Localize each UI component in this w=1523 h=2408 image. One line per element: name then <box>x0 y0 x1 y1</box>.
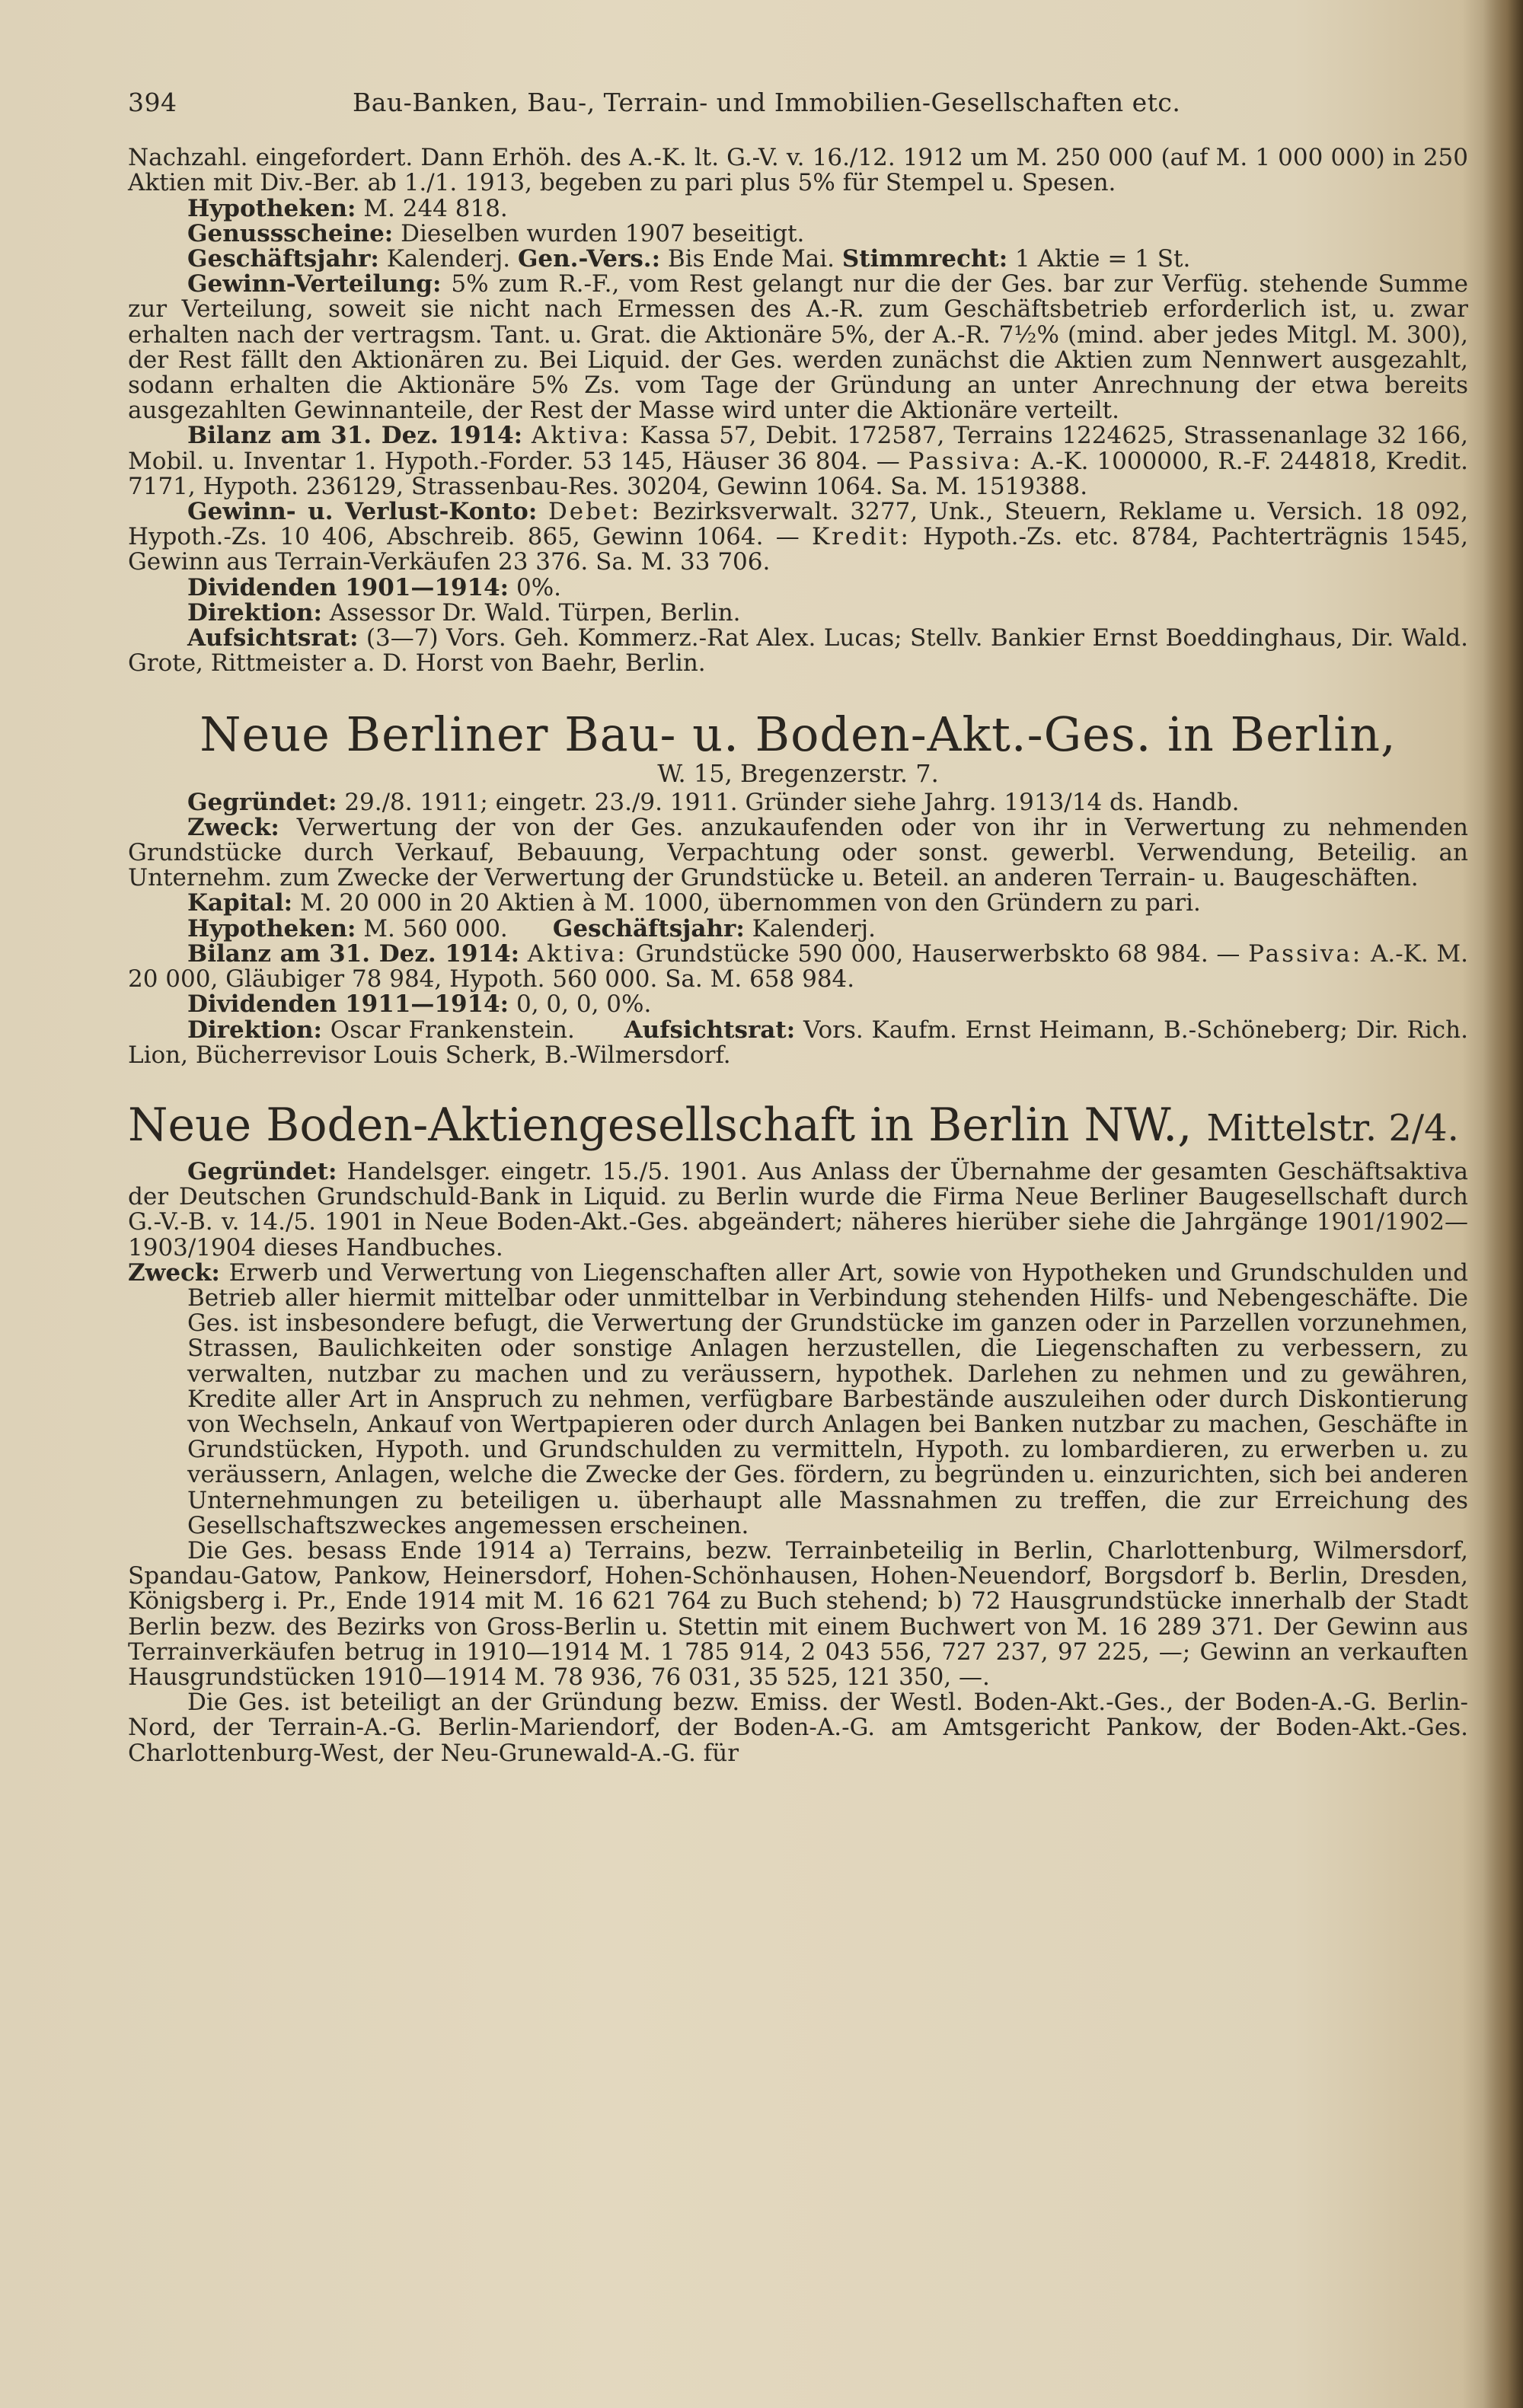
zweck-value: Erwerb und Verwertung von Liegenschaften aller Art, sowie von Hypotheken und Grundschulden und Betrieb aller hiermit mittelbar oder unmittelbar in Verbindung stehenden Hilfs- und Nebengeschäfte. Die Ges. ist insbesondere befugt, die Verwertung der Grundstücke im ganzen oder in Parzellen vorzunehmen, Strassen, Baulichkeiten oder sonstige Anlagen herzustellen, die Liegenschaften zu verbessern, zu verwalten, nutzbar zu machen und zu veräussern, hypothek. Darlehen zu nehmen und zu gewähren, Kredite aller Art in Anspruch zu nehmen, verfügbare Barbestände auszuleihen oder durch Diskontierung von Wechseln, Ankauf von Wertpapieren oder durch Anlagen bei Banken nutzbar zu machen, Geschäfte in Grundstücken, Hypoth. und Grundschulden zu vermitteln, Hypoth. zu lombardieren, zu erwerben u. zu veräussern, Anlagen, welche die Zwecke der Ges. fördern, zu begründen u. einzurichten, sich bei anderen Unternehmungen zu beteiligen u. überhaupt alle Massnahmen zu treffen, die zur Erreichung des Gesellschaftszweckes angemessen erscheinen. <box>187 1258 1469 1539</box>
hypotheken-line <box>128 914 1468 942</box>
bilanz-paragraph <box>128 939 1468 993</box>
company-title-address: Mittelstr. 2/4. <box>1206 1106 1459 1150</box>
page-content <box>128 90 1468 1766</box>
gegruendet-paragraph <box>128 1159 1468 1261</box>
company-title <box>128 1099 1468 1155</box>
bilanz-label: Bilanz am 31. Dez. 1914: <box>187 939 520 968</box>
direktion-value: Oscar Frankenstein. <box>330 1016 575 1044</box>
hypotheken-label: Hypotheken: <box>187 194 356 222</box>
aktiva-value: Kassa 57, Debit. 172587, Terrains 1224625, Strassenanlage 32 166, Mobil. u. Inventar 1. Hypoth.-Forder. 53 145, Häuser 36 804. — <box>128 422 1468 475</box>
direktion-label: Direktion: <box>187 1016 322 1044</box>
genussscheine-label: Genussscheine: <box>187 219 394 247</box>
company-entry-neue-berliner <box>128 708 1468 1067</box>
aufsichtsrat-label: Aufsichtsrat: <box>624 1016 796 1044</box>
direktion-aufsichtsrat-paragraph <box>128 1018 1468 1068</box>
geschaeftsjahr-value: Kalenderj. <box>752 914 876 942</box>
aufsichtsrat-value: Vors. Kaufm. Ernst Heimann, B.-Schöneberg; Dir. Rich. Lion, Bücherrevisor Louis Scherk, B.-Wilmersdorf. <box>128 1016 1468 1069</box>
zweck-value: Verwertung der von der Ges. anzukaufenden oder von ihr in Verwertung zu nehmenden Grundstücke durch Verkauf, Bebauung, Verpachtung oder sonst. gewerbl. Verwendung, Beteilig. an Unternehm. zum Zwecke der Verwertung der Grundstücke u. Beteil. an anderen Terrain- u. Baugeschäften. <box>128 813 1468 892</box>
capital-history-paragraph: Nachzahl. eingefordert. Dann Erhöh. des A.-K. lt. G.-V. v. 16./12. 1912 um M. 250 000 (auf M. 1 000 000) in 250 Aktien mit Div.-Ber. ab 1./1. 1913, begeben zu pari plus 5% für Stempel u. Spesen. <box>128 144 1468 197</box>
genversammlung-label: Gen.-Vers.: <box>517 245 661 273</box>
gewinn-verteilung-label: Gewinn-Verteilung: <box>187 270 442 298</box>
company-address: W. 15, Bregenzerstr. 7. <box>657 759 939 789</box>
stimmrecht-label: Stimmrecht: <box>841 245 1008 273</box>
genussscheine-line <box>128 219 1468 247</box>
hypotheken-line <box>128 196 1468 222</box>
bilanz-label: Bilanz am 31. Dez. 1914: <box>187 422 523 450</box>
geschaeftsjahr-label: Geschäftsjahr: <box>552 914 745 942</box>
dividenden-label: Dividenden 1911—1914: <box>187 990 509 1019</box>
dividenden-line <box>128 992 1468 1017</box>
hypotheken-label: Hypotheken: <box>187 914 356 942</box>
passiva-value: A.-K. M. 20 000, Gläubiger 78 984, Hypoth. 560 000. Sa. M. 658 984. <box>128 939 1468 993</box>
passiva-label: Passiva: <box>1248 939 1363 968</box>
company-title-name: Neue Boden-Aktiengesellschaft in Berlin NW., <box>128 1098 1193 1152</box>
passiva-label: Passiva: <box>908 447 1023 475</box>
aktiva-label: Aktiva: <box>527 939 627 968</box>
guv-label: Gewinn- u. Verlust-Konto: <box>187 498 538 526</box>
dividenden-line <box>128 573 1468 601</box>
gewinn-verteilung-paragraph <box>128 272 1468 423</box>
gegruendet-value: 29./8. 1911; eingetr. 23./9. 1911. Gründer siehe Jahrg. 1913/14 ds. Handb. <box>344 788 1240 816</box>
direktion-label: Direktion: <box>187 598 322 627</box>
company-entry-neue-boden <box>128 1099 1468 1766</box>
aufsichtsrat-value: (3—7) Vors. Geh. Kommerz.-Rat Alex. Lucas; Stellv. Bankier Ernst Boeddinghaus, Dir. Wald. Grote, Rittmeister a. D. Horst von Baehr, Berlin. <box>128 624 1468 678</box>
zweck-paragraph <box>128 1258 1469 1539</box>
aufsichtsrat-paragraph <box>128 626 1468 676</box>
page-number: 394 <box>128 88 177 117</box>
geschaeftsjahr-value: Kalenderj. <box>386 245 511 273</box>
zweck-paragraph <box>128 815 1468 891</box>
beteiligung-paragraph: Die Ges. ist beteiligt an der Gründung bezw. Emiss. der Westl. Boden-Akt.-Ges., der Boden-A.-G. Berlin-Nord, der Terrain-A.-G. Berlin-Mariendorf, der Boden-A.-G. am Amtsgericht Pankow, der Boden-Akt.-Ges. Charlottenburg-West, der Neu-Grunewald-A.-G. für <box>128 1689 1468 1767</box>
direktion-line <box>128 598 1468 627</box>
kredit-value: Hypoth.-Zs. etc. 8784, Pachterträgnis 1545, Gewinn aus Terrain-Verkäufen 23 376. Sa. M. 33 706. <box>128 523 1468 576</box>
hypotheken-value: M. 560 000. <box>363 914 508 942</box>
besitz-paragraph: Die Ges. besass Ende 1914 a) Terrains, bezw. Terrainbeteilig in Berlin, Charlottenburg, Wilmersdorf, Spandau-Gatow, Pankow, Heinersdorf, Hohen-Schönhausen, Hohen-Neuendorf, Borgsdorf b. Berlin, Dresden, Königsberg i. Pr., Ende 1914 mit M. 16 621 764 zu Buch stehend; b) 72 Hausgrundstücke innerhalb der Stadt Berlin bezw. des Bezirks von Gross-Berlin u. Stettin mit einem Buchwert von M. 16 289 371. Der Gewinn aus Terrainverkäufen betrug in 1910—1914 M. 1 785 914, 2 043 556, 727 237, 97 225, —; Gewinn an verkauften Hausgrundstücken 1910—1914 M. 78 936, 76 031, 35 525, 121 350, —. <box>128 1536 1468 1691</box>
bilanz-paragraph <box>128 423 1468 499</box>
debet-label: Debet: <box>548 498 642 526</box>
dividenden-value: 0%. <box>516 573 562 601</box>
kapital-value: M. 20 000 in 20 Aktien à M. 1000, übernommen von den Gründern zu pari. <box>299 889 1201 917</box>
previous-company-entry <box>128 145 1468 676</box>
guv-paragraph <box>128 499 1468 576</box>
gegruendet-paragraph <box>128 790 1468 815</box>
gegruendet-label: Gegründet: <box>187 1157 337 1185</box>
aufsichtsrat-label: Aufsichtsrat: <box>187 624 359 652</box>
geschaeftsjahr-line <box>128 247 1468 272</box>
genussscheine-value: Dieselben wurden 1907 beseitigt. <box>401 219 805 247</box>
gewinn-verteilung-value: 5% zum R.-F., vom Rest gelangt nur die der Ges. bar zur Verfüg. stehende Summe zur Verteilung, soweit sie nicht nach Ermessen des A.-R. zum Geschäftsbetrieb erforderlich ist, u. zwar erhalten nach der vertragsm. Tant. u. Grat. die Aktionäre 5%, der A.-R. 7½% (mind. aber jedes Mitgl. M. 300), der Rest fällt den Aktionären zu. Bei Liquid. der Ges. werden zunächst die Aktien zum Nennwert ausgezahlt, sodann erhalten die Aktionäre 5% Zs. vom Tage der Gründung an unter Anrechnung der etwa bereits ausgezahlten Gewinnanteile, der Rest der Masse wird unter die Aktionäre verteilt. <box>128 270 1468 425</box>
page-header <box>128 90 1468 115</box>
dividenden-value: 0, 0, 0, 0%. <box>516 990 652 1019</box>
gegruendet-label: Gegründet: <box>187 788 337 816</box>
stimmrecht-value: 1 Aktie = 1 St. <box>1015 245 1191 273</box>
page-edge-shadow <box>1483 0 1523 2408</box>
genversammlung-value: Bis Ende Mai. <box>667 245 835 273</box>
zweck-label: Zweck: <box>187 813 279 841</box>
company-title: Neue Berliner Bau- u. Boden-Akt.-Ges. in Berlin, <box>200 706 1397 763</box>
dividenden-label: Dividenden 1901—1914: <box>187 573 509 601</box>
kredit-label: Kredit: <box>811 523 911 551</box>
geschaeftsjahr-label: Geschäftsjahr: <box>187 245 379 273</box>
aktiva-label: Aktiva: <box>531 422 631 450</box>
running-title: Bau-Banken, Bau-, Terrain- und Immobilien-Gesellschaften etc. <box>353 88 1181 117</box>
kapital-line <box>128 891 1468 916</box>
zweck-label: Zweck: <box>128 1258 220 1287</box>
gegruendet-value: Handelsger. eingetr. 15./5. 1901. Aus Anlass der Übernahme der gesamten Geschäftsaktiva der Deutschen Grundschuld-Bank in Liquid. zu Berlin wurde die Firma Neue Berliner Baugesellschaft durch G.-V.-B. v. 14./5. 1901 in Neue Boden-Akt.-Ges. abgeändert; näheres hierüber siehe die Jahrgänge 1901/1902—1903/1904 dieses Handbuches. <box>128 1157 1468 1261</box>
direktion-value: Assessor Dr. Wald. Türpen, Berlin. <box>329 598 741 627</box>
debet-value: Bezirksverwalt. 3277, Unk., Steuern, Reklame u. Versich. 18 092, Hypoth.-Zs. 10 406, Abschreib. 865, Gewinn 1064. — <box>128 498 1468 551</box>
hypotheken-value: M. 244 818. <box>363 194 508 222</box>
aktiva-value: Grundstücke 590 000, Hauserwerbskto 68 984. — <box>635 939 1240 968</box>
passiva-value: A.-K. 1000000, R.-F. 244818, Kredit. 7171, Hypoth. 236129, Strassenbau-Res. 30204, Gewinn 1064. Sa. M. 1519388. <box>128 447 1468 500</box>
kapital-label: Kapital: <box>187 889 293 917</box>
